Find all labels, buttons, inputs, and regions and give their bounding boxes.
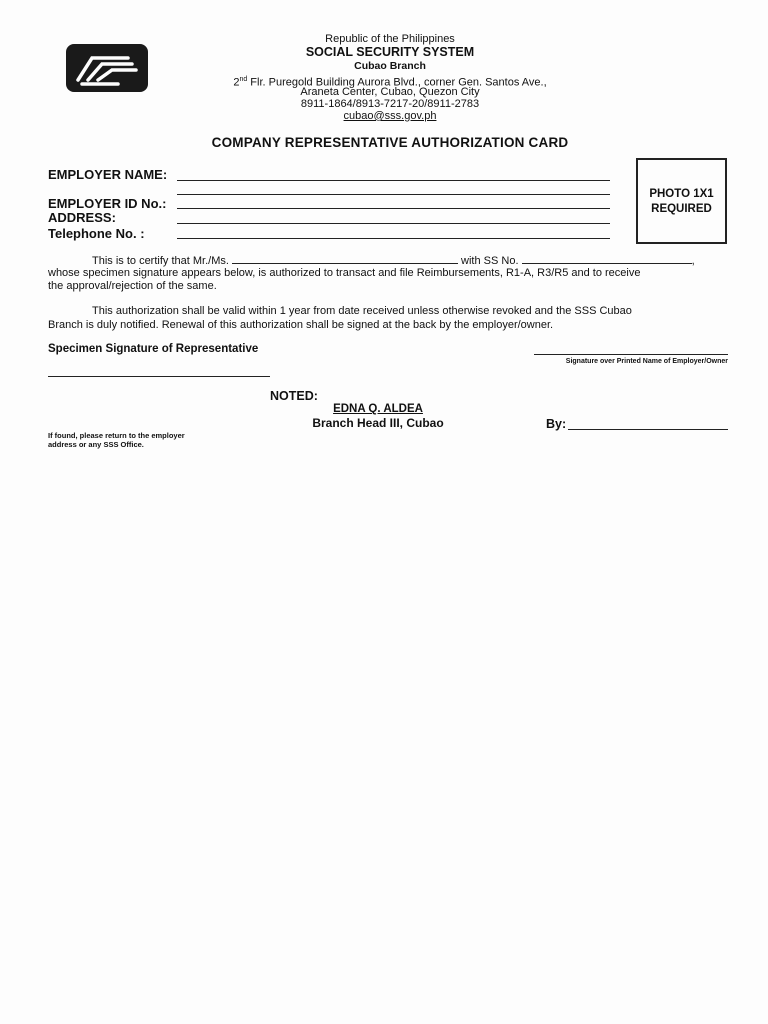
employer-name-label: EMPLOYER NAME: — [48, 167, 168, 182]
certify-text-1: This is to certify that Mr./Ms. — [92, 255, 232, 267]
address-line-1-rest: Flr. Puregold Building Aurora Blvd., corner Gen. Santos Ave., — [247, 76, 547, 89]
validity-line-2: Branch is duly notified. Renewal of this authorization shall be signed at the back by the employer/owner. — [48, 319, 554, 331]
specimen-signature-line[interactable] — [48, 376, 270, 377]
certify-comma: , — [691, 255, 695, 267]
address-line[interactable] — [177, 223, 610, 224]
specimen-signature-label: Specimen Signature of Representative — [48, 343, 259, 355]
by-signature-line[interactable] — [568, 429, 728, 430]
phone-numbers: 8911-1864/8913-7217-20/8911-2783 — [300, 98, 480, 110]
employer-name-line[interactable] — [177, 180, 610, 181]
form-title: COMPANY REPRESENTATIVE AUTHORIZATION CARD — [211, 135, 569, 150]
telephone-line[interactable] — [177, 238, 610, 239]
agency-name: SOCIAL SECURITY SYSTEM — [305, 45, 475, 59]
noted-name: EDNA Q. ALDEA — [333, 403, 423, 415]
representative-name-blank[interactable] — [232, 254, 458, 264]
certify-line-2: whose specimen signature appears below, is authorized to transact and file Reimbursements, R1-A, R3/R5 and to receive — [48, 267, 641, 279]
address-label: ADDRESS: — [48, 210, 116, 225]
noted-label: NOTED: — [270, 389, 318, 403]
republic-text: Republic of the Philippines — [325, 33, 455, 45]
by-label: By: — [546, 417, 567, 431]
validity-line-1: This authorization shall be valid within 1 year from date received unless otherwise revoked and the SSS Cubao — [92, 305, 632, 317]
employer-name-line-2[interactable] — [177, 194, 610, 195]
address-floor-suffix: nd — [239, 76, 248, 83]
photo-box-line-2: REQUIRED — [651, 203, 712, 215]
certify-line-1 — [48, 254, 732, 268]
return-note-line-2: address or any SSS Office. — [48, 440, 144, 449]
sss-logo — [66, 44, 148, 92]
return-note-line-1: If found, please return to the employer — [48, 431, 185, 440]
photo-box-line-1: PHOTO 1X1 — [649, 188, 714, 200]
certify-text-2: with SS No. — [457, 255, 522, 267]
noted-position: Branch Head III, Cubao — [312, 416, 444, 430]
branch-name: Cubao Branch — [354, 60, 426, 72]
photo-box — [636, 158, 727, 244]
certify-line-3: the approval/rejection of the same. — [48, 280, 217, 292]
employer-signature-label: Signature over Printed Name of Employer/Owner — [565, 358, 728, 365]
employer-id-label: EMPLOYER ID No.: — [48, 196, 167, 211]
address-line-2: Araneta Center, Cubao, Quezon City — [300, 86, 480, 98]
employer-signature-line[interactable] — [534, 354, 728, 355]
employer-id-line[interactable] — [177, 208, 610, 209]
email-link[interactable]: cubao@sss.gov.ph — [343, 110, 437, 122]
address-floor-number: 2 — [233, 76, 240, 89]
ss-number-blank[interactable] — [522, 254, 692, 264]
telephone-label: Telephone No. : — [48, 226, 145, 241]
